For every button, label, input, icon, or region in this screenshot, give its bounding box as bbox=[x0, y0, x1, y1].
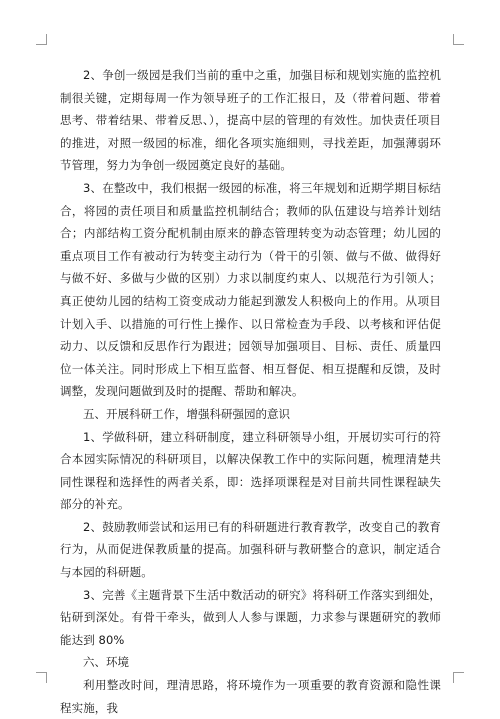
paragraph-encourage-teachers: 2、鼓励教师尝试和运用已有的科研题进行教育教学，改变自己的教育行为，从而促进保教质量的提高。加强科研与教研整合的意识，制定适合与本园的科研题。 bbox=[60, 519, 441, 580]
section-heading-research: 五、开展科研工作，增强科研强园的意识 bbox=[83, 406, 290, 421]
paragraph-rectification: 3、在整改中，我们根据一级园的标准，将三年规划和近期学期目标结合，将园的责任项目和质量监控机制结合；教师的队伍建设与培养计划结合；内部结构工资分配机制由原来的静态管理转变为动态管理；幼儿园的重点项目工作有被动行为转变主动行为（骨干的引领、做与不做、做得好与做不好、多做与少做的区别）力求以制度约束人、以规范行为引领人；真正使幼儿园的结构工资变成动力能起到激发人积极向上的作用。从项目计划入手、以措施的可行性上操作、以日常检查为手段、以考核和评估促动力、以反馈和反思作行为跟进；园领导加强项目、目标、责任、质量四位一体关注。同时形成上下相互监督、相互督促、相互提醒和反馈，及时调整，发现问题做到及时的提醒、帮助和解决。 bbox=[60, 180, 441, 399]
crop-mark-top-left bbox=[36, 34, 47, 45]
paragraph-monitoring-mechanism: 2、争创一级园是我们当前的重中之重，加强目标和规划实施的监控机制很关键，定期每周一作为领导班子的工作汇报日，及（带着问题、带着思考、带着结果、带着反思、），提高中层的管理的有效性。加快责任项目的推进，对照一级园的标准，细化各项实施细则，寻找差距，加强薄弱环节管理，努力为争创一级园奠定良好的基础。 bbox=[60, 68, 441, 173]
paragraph-environment: 利用整改时间，理清思路，将环境作为一项重要的教育资源和隐性课程实施，我 bbox=[60, 678, 441, 715]
crop-mark-bottom-left bbox=[36, 672, 47, 683]
crop-mark-bottom-right bbox=[453, 672, 464, 683]
section-heading-environment: 六、环境 bbox=[83, 655, 129, 670]
paragraph-research-system: 1、学做科研，建立科研制度，建立科研领导小组，开展切实可行的符合本园实际情况的科研项目，以解决保教工作中的实际问题，梳理清楚共同性课程和选择性的两者关系，即：选择项课程是对目前共同性课程缺失部分的补充。 bbox=[60, 429, 441, 512]
document-body bbox=[60, 64, 441, 719]
paragraph-improve-topic: 3、完善《主题背景下生活中数活动的研究》将科研工作落实到细处，钻研到深处。有骨干牵头，做到人人参与课题，力求参与课题研究的教师能达到 80% bbox=[60, 587, 441, 647]
crop-mark-top-right bbox=[453, 34, 464, 45]
